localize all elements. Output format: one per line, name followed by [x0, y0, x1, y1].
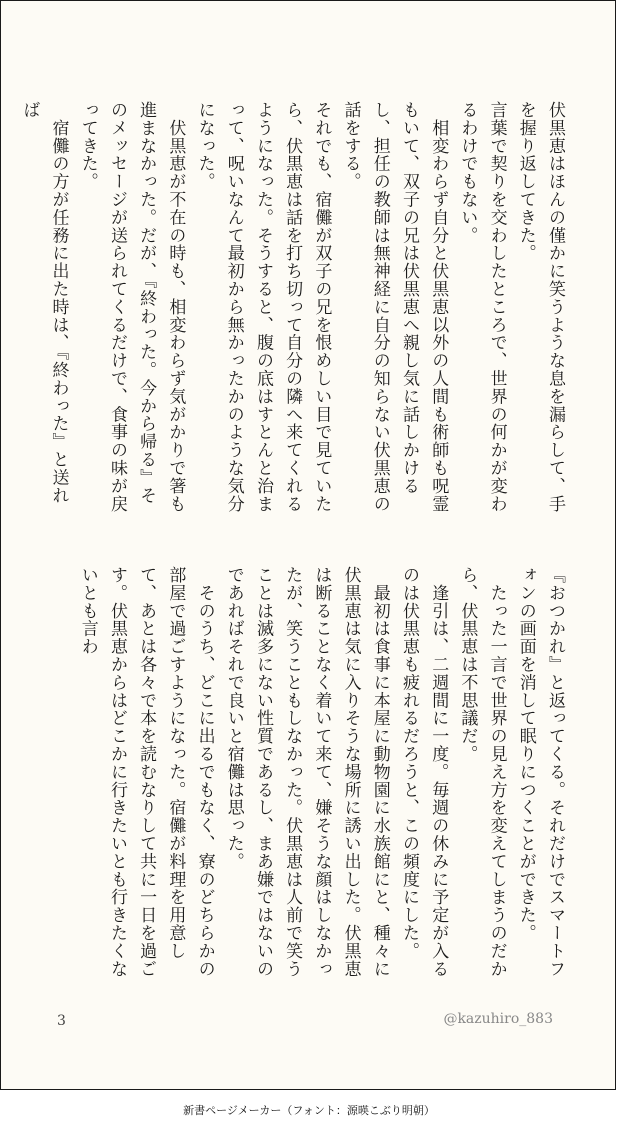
paragraph: 宿儺の方が任務に出た時は、『終わった』と送れば	[19, 101, 69, 505]
paragraph: 相変わらず自分と伏黒恵以外の人間も術師も呪霊もいて、双子の兄は伏黒恵へ親し気に話しかけるし、担任の教師は無神経に自分の知らない伏黒恵の話をする。	[340, 101, 449, 513]
text-block-lower	[59, 566, 569, 984]
paragraph: 言葉で契りを交わしたところで、世界の何かが変わるわけでもない。	[457, 101, 507, 513]
generator-credit: 新書ページメーカー（フォント：源暎こぶり明朝）	[183, 1104, 435, 1117]
page-number: 3	[57, 1013, 66, 1029]
text-block-upper	[19, 101, 569, 519]
paragraph: 『おつかれ』と返ってくる。それだけでスマートフォンの画面を消して眠りにつくことができた。	[515, 566, 565, 978]
paragraph: そのうち、どこに出るでもなく、寮のどちらかの部屋で過ごすようになった。宿儺が料理を用意して、あとは各々で本を読むなりして共に一日を過ごす。伏黒恵からはどこかに行きたいとも行きたくないとも言わ	[77, 566, 215, 978]
paragraph: 逢引は、二週間に一度。毎週の休みに予定が入るのは伏黒恵も疲れるだろうと、この頻度にした。	[398, 566, 449, 978]
paragraph: たった一言で世界の見え方を変えてしまうのだから、伏黒恵は不思議だ。	[457, 566, 507, 978]
paragraph: それでも、宿儺が双子の兄を恨めしい目で見ていたら、伏黒恵は話を打ち切って自分の隣へ来てくれるようになった。そうすると、腹の底はすとんと治まって、呪いなんて最初から無かったかのような気分になった。	[194, 101, 332, 513]
paragraph: 伏黒恵が不在の時も、相変わらず気がかりで箸も進まなかった。だが、『終わった。今から帰る』そのメッセージが送られてくるだけで、食事の味が戻ってきた。	[77, 101, 186, 513]
paragraph: 伏黒恵はほんの僅かに笑うような息を漏らして、手を握り返してきた。	[515, 101, 565, 513]
paragraph: 最初は食事に本屋に動物園に水族館にと、種々に伏黒恵は気に入りそうな場所に誘い出した。伏黒恵は断ることなく着いて来て、嫌そうな顔はしなかったが、笑うこともしなかった。伏黒恵は人前で笑うことは滅多にない性質であるし、まあ嫌ではないのであればそれで良いと宿儺は思った。	[223, 566, 390, 978]
author-handle: @kazuhiro_883	[443, 1011, 553, 1027]
